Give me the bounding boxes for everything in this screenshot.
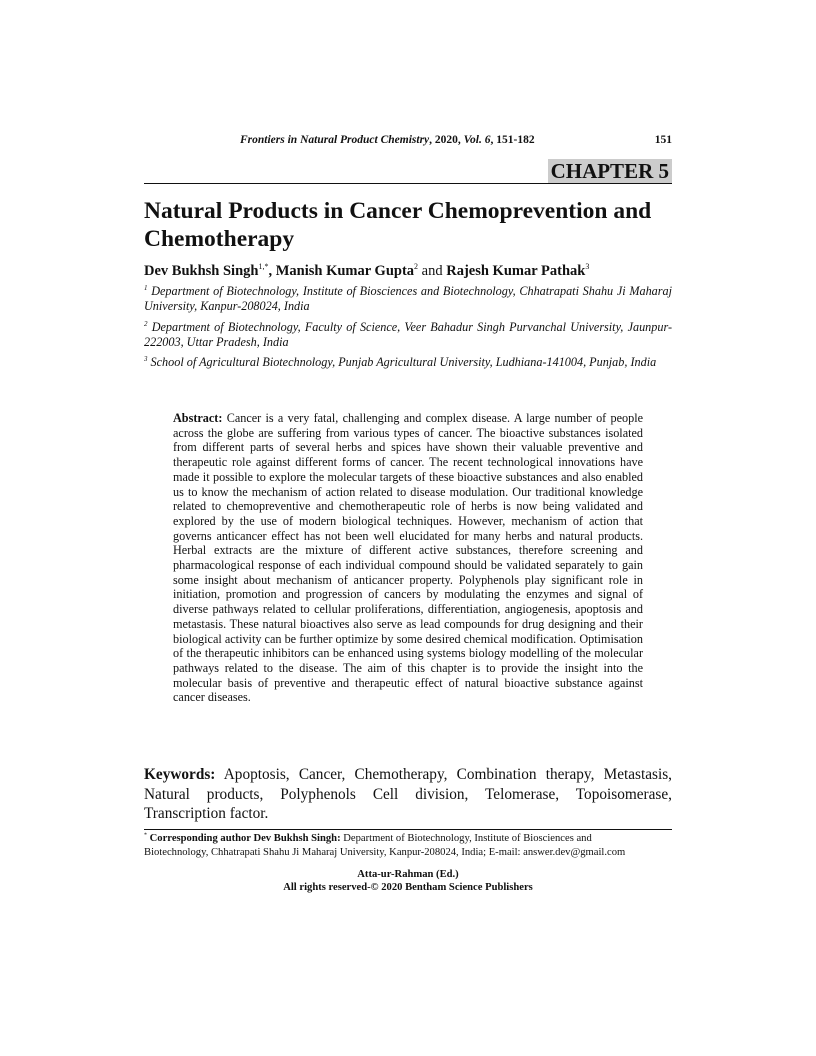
keywords-text: Apoptosis, Cancer, Chemotherapy, Combination therapy, Metastasis, Natural products, Polyphenols Cell division, Telomerase, Topoisomerase, Transcription factor. <box>144 766 673 822</box>
author-name: Dev Bukhsh Singh <box>144 263 259 279</box>
abstract-text: Cancer is a very fatal, challenging and complex disease. A large number of people across the globe are suffering from various types of cancer. The bioactive substances isolated from different parts of several herbs and spices have shown their valuable preventive and therapeutic role against different forms of cancer. The recent technological innovations have made it possible to explore the molecular targets of these bioactive substances and also enabled us to know the mechanism of action related to disease modulation. Our traditional knowledge related to chemopreventive and chemotherapeutic role of herbs is now being validated and explored by the use of modern biological techniques. However, mechanism of action that governs anticancer effect has not been well elucidated for many herbs and natural products. Herbal extracts are the mixture of different active substances, therefore screening and pharmacological response of each individual compound should be validated separately to gain some insight about mechanism of anticancer property. Polyphenols play significant role in initiation, promotion and progression of cancers by modulating the enzymes and signal of diverse pathways related to cellular proliferations, differentiation, angiogenesis, apoptosis and metastasis. These natural bioactives also serve as lead compounds for drug designing and their biological activity can be further optimize by some desired chemical modification. Optimisation of the therapeutic inhibitors can be enhanced using systems biology modelling of the molecular pathways related to the disease. The aim of this chapter is to provide the insight into the molecular basis of preventive and therapeutic effect of natural bioactive substance against cancer diseases. <box>173 411 643 705</box>
keywords-label: Keywords: <box>144 766 216 783</box>
journal-citation: Frontiers in Natural Product Chemistry, 2020, Vol. 6, 151-182 <box>240 134 535 146</box>
affiliation-3: $^3$ School of Agricultural Biotechnology, Punjab Agricultural University, Ludhiana-141004, Punjab, India <box>144 354 657 369</box>
chapter-label: CHAPTER 5 <box>548 159 672 184</box>
author-name: Rajesh Kumar Pathak <box>446 263 586 279</box>
author-name: Manish Kumar Gupta <box>275 263 415 279</box>
keywords <box>144 765 672 824</box>
editor-credit: Atta-ur-Rahman (Ed.) All rights reserved-© 2020 Bentham Science Publishers <box>144 868 672 894</box>
footnote-divider <box>144 829 672 830</box>
page-number: 151 <box>654 134 672 146</box>
copyright: All rights reserved-© 2020 Bentham Science Publishers <box>283 882 533 893</box>
corresponding-author-footnote: * Corresponding author Dev Bukhsh Singh: Department of Biotechnology, Institute of Biosciences and Biotechnology, Chhatrapati Shahu Ji Maharaj University, Kanpur-208024, India; E-mail: answer.dev@gmail.com <box>144 832 626 858</box>
header-divider <box>144 183 672 184</box>
chapter-title: Natural Products in Cancer Chemoprevention and Chemotherapy <box>144 198 652 252</box>
abstract-label: Abstract: <box>173 411 223 425</box>
affiliation-1: $^1$ Department of Biotechnology, Institute of Biosciences and Biotechnology, Chhatrapati Shahu Ji Maharaj University, Kanpur-208024, India <box>144 283 673 314</box>
abstract <box>173 411 643 705</box>
affiliation-2: $^2$ Department of Biotechnology, Faculty of Science, Veer Bahadur Singh Purvanchal University, Jaunpur-222003, Uttar Pradesh, India <box>144 319 673 350</box>
author-line: Dev Bukhsh Singh$^{1,*}$, Manish Kumar Gupta$^2$ and Rajesh Kumar Pathak$^3$ <box>144 262 590 279</box>
